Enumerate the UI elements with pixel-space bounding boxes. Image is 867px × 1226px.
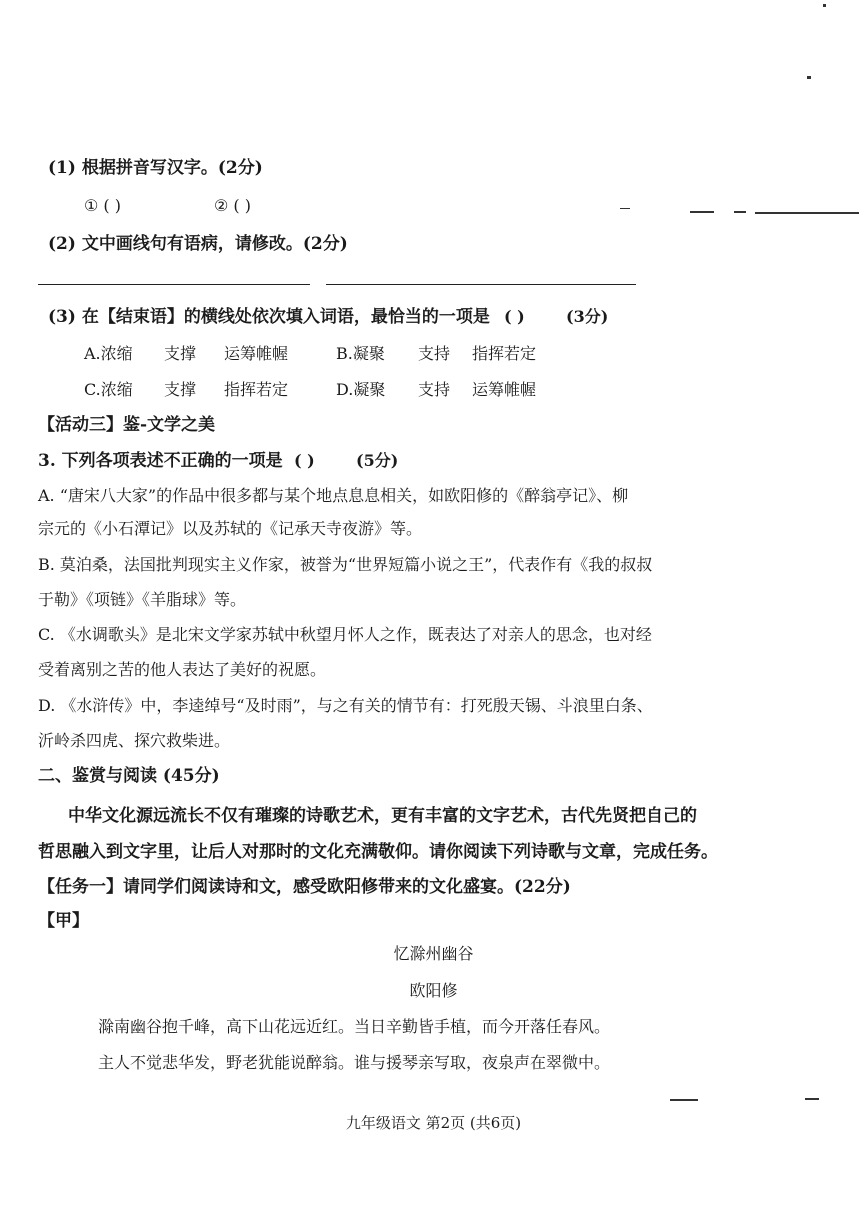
option-a-word2: 支撑: [164, 344, 197, 363]
section-2-intro-line2: 哲思融入到文字里，让后人对那时的文化充满敬仰。请你阅读下列诗歌与文章，完成任务。: [38, 842, 718, 862]
option-c-word2: 支撑: [164, 380, 197, 399]
scan-dash: [690, 211, 714, 213]
q3-score: (3分): [566, 307, 609, 326]
question-3-score: (5分): [356, 451, 399, 470]
poem-line-1: 滁南幽谷抱千峰，高下山花远近红。当日辛勤皆手植，而今开落任春风。: [98, 1017, 611, 1036]
task-1-heading: 【任务一】请同学们阅读诗和文，感受欧阳修带来的文化盛宴。(22分): [38, 877, 571, 897]
scan-dash: [755, 212, 859, 214]
passage-jia-label: 【甲】: [38, 911, 89, 931]
poem-author: 欧阳修: [409, 981, 458, 1000]
option-b-line1: B. 莫泊桑，法国批判现实主义作家，被誉为“世界短篇小说之王”，代表作有《我的叔叔: [38, 555, 653, 574]
scan-dash: [734, 211, 746, 213]
q1-blank-1: ① ( ): [84, 196, 121, 215]
scan-dash: [805, 1098, 819, 1100]
option-d-word1: D.凝聚: [336, 380, 386, 399]
option-a-line1: A. “唐宋八大家”的作品中很多都与某个地点息息相关，如欧阳修的《醉翁亭记》、柳: [38, 486, 629, 505]
activity-3-heading: 【活动三】鉴-文学之美: [38, 415, 216, 435]
option-b-word3: 指挥若定: [472, 344, 537, 363]
poem-title: 忆滁州幽谷: [393, 944, 474, 963]
answer-line: [326, 284, 636, 285]
q3-answer-blank: ( ): [504, 307, 525, 326]
option-c-word3: 指挥若定: [224, 380, 289, 399]
question-3-prompt: 3. 下列各项表述不正确的一项是: [38, 451, 283, 471]
option-d-line2: 沂岭杀四虎、探穴救柴进。: [38, 731, 231, 750]
option-b-line2: 于勒》《项链》《羊脂球》等。: [38, 590, 247, 609]
page-footer: 九年级语文 第2页 (共6页): [345, 1114, 522, 1132]
q2-prompt: (2) 文中画线句有语病，请修改。(2分): [48, 234, 348, 254]
poem-line-2: 主人不觉悲华发，野老犹能说醉翁。谁与援琴亲写取，夜泉声在翠微中。: [98, 1053, 611, 1072]
section-2-intro-line1: 中华文化源远流长不仅有璀璨的诗歌艺术，更有丰富的文字艺术，古代先贤把自己的: [68, 806, 697, 826]
option-b-word2: 支持: [418, 344, 451, 363]
option-c-line1: C. 《水调歌头》是北宋文学家苏轼中秋望月怀人之作，既表达了对亲人的思念，也对经: [38, 625, 652, 644]
scan-speck: [807, 76, 811, 79]
option-b-word1: B.凝聚: [336, 344, 385, 363]
option-d-word2: 支持: [418, 380, 451, 399]
option-d-line1: D. 《水浒传》中，李逵绰号“及时雨”，与之有关的情节有：打死殷天锡、斗浪里白条、: [38, 696, 653, 715]
option-a-line2: 宗元的《小石潭记》以及苏轼的《记承天寺夜游》等。: [38, 519, 423, 538]
q1-prompt: (1) 根据拼音写汉字。(2分): [48, 158, 263, 178]
scan-dash: [670, 1099, 698, 1101]
answer-line: [38, 284, 310, 285]
scan-speck: [823, 4, 826, 7]
option-d-word3: 运筹帷幄: [472, 380, 537, 399]
q1-blank-2: ② ( ): [214, 196, 251, 215]
q3-prompt: (3) 在【结束语】的横线处依次填入词语，最恰当的一项是: [48, 307, 490, 327]
option-c-line2: 受着离别之苦的他人表达了美好的祝愿。: [38, 660, 327, 679]
question-3-blank: ( ): [294, 451, 315, 470]
option-c-word1: C.浓缩: [84, 380, 133, 399]
scan-dash: [620, 208, 630, 209]
option-a-word1: A.浓缩: [84, 344, 133, 363]
section-2-title: 二、鉴赏与阅读 (45分): [38, 766, 220, 786]
option-a-word3: 运筹帷幄: [224, 344, 289, 363]
